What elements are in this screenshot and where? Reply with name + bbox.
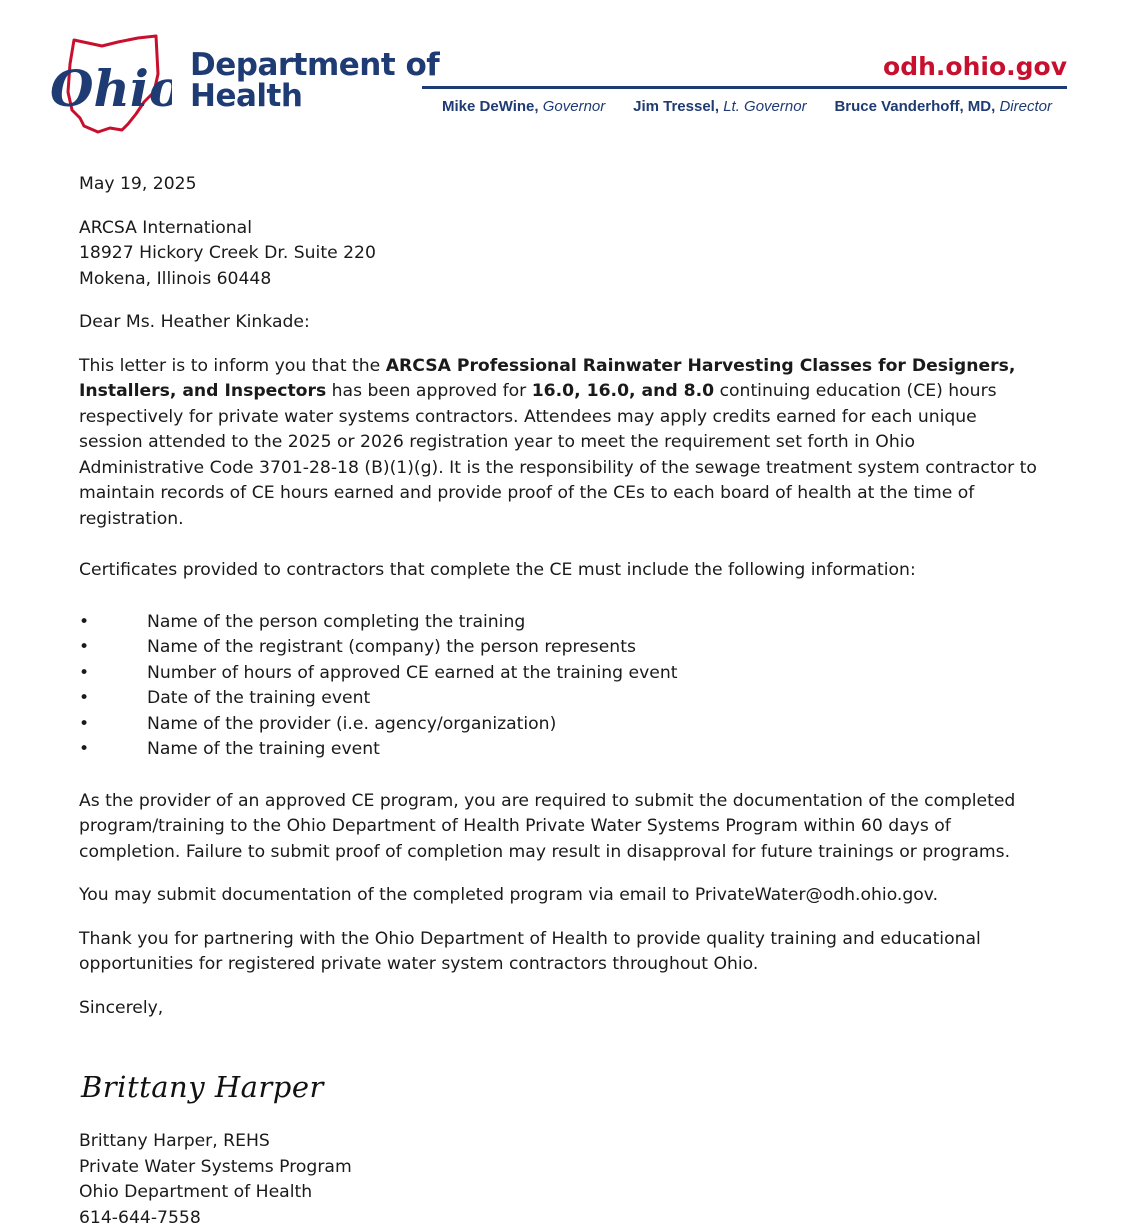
paragraph-submission-requirement: As the provider of an approved CE program, you are required to submit the documentation of the completed program/training to the Ohio Department of Health Private Water Systems Program within 60 days of completion. Failure to submit proof of completion may result in disapproval for future trainings or programs.: [79, 789, 1039, 866]
list-item: [79, 712, 1039, 738]
official-title: Director: [999, 98, 1052, 115]
text-run: continuing education (CE) hours respectively for private water systems contractors. Attendees may apply credits earned for each unique session attended to the 2025 or 2026 registration year to meet the requirement set forth in Ohio Administrative Code 3701-28-18 (B)(1)(g). It is the responsibility of the sewage treatment system contractor to maintain records of CE hours earned and provide proof of the CEs to each board of health at the time of registration.: [79, 381, 1037, 529]
salutation: Dear Ms. Heather Kinkade:: [79, 310, 1039, 336]
list-item-text: Name of the provider (i.e. agency/organization): [147, 714, 556, 734]
approved-hours: 16.0, 16.0, and 8.0: [532, 381, 714, 401]
bullet-icon: •: [79, 737, 89, 763]
official-lt-governor: [633, 98, 806, 115]
bullet-icon: •: [79, 712, 89, 738]
recipient-line: ARCSA International: [79, 216, 1039, 242]
paragraph-email-submission: You may submit documentation of the completed program via email to PrivateWater@odh.ohio.gov.: [79, 883, 1039, 909]
official-title: Lt. Governor: [723, 98, 806, 115]
list-item: [79, 610, 1039, 636]
list-item-text: Number of hours of approved CE earned at the training event: [147, 663, 677, 683]
official-name: Jim Tressel,: [633, 98, 719, 115]
bullet-icon: •: [79, 661, 89, 687]
bullet-icon: •: [79, 610, 89, 636]
ohio-logo: [44, 34, 172, 134]
list-item: [79, 737, 1039, 763]
signer-line: Private Water Systems Program: [79, 1155, 1039, 1181]
signer-line: Brittany Harper, REHS: [79, 1129, 1039, 1155]
logo-wordmark: Ohio: [50, 59, 172, 118]
text-run: This letter is to inform you that the: [79, 356, 386, 376]
list-item-text: Name of the registrant (company) the person represents: [147, 637, 636, 657]
recipient-line: Mokena, Illinois 60448: [79, 267, 1039, 293]
department-line-1: Department of: [190, 50, 439, 81]
paragraph-thanks: Thank you for partnering with the Ohio Department of Health to provide quality training and educational opportunities for registered private water system contractors throughout Ohio.: [79, 927, 1039, 978]
bullet-icon: •: [79, 635, 89, 661]
list-item: [79, 661, 1039, 687]
signer-block: [79, 1129, 1039, 1231]
course-name: ARCSA Professional Rainwater Harvesting Classes for Designers, Installers, and Inspectors: [79, 356, 1015, 402]
closing: Sincerely,: [79, 996, 1039, 1022]
list-item-text: Name of the person completing the training: [147, 612, 525, 632]
officials-line: [442, 98, 1052, 115]
list-item: [79, 635, 1039, 661]
bullet-icon: •: [79, 686, 89, 712]
list-item-text: Date of the training event: [147, 688, 370, 708]
department-name: [190, 50, 439, 112]
paragraph-approval: [79, 354, 1039, 533]
header-divider: [422, 86, 1067, 89]
paragraph-certificates: Certificates provided to contractors that complete the CE must include the following information:: [79, 558, 1039, 584]
signer-line: 614-644-7558: [79, 1206, 1039, 1231]
official-director: [834, 98, 1052, 115]
official-governor: [442, 98, 605, 115]
text-run: has been approved for: [326, 381, 532, 401]
recipient-line: 18927 Hickory Creek Dr. Suite 220: [79, 241, 1039, 267]
certificate-requirements-list: [79, 610, 1039, 763]
website-link[interactable]: odh.ohio.gov: [883, 52, 1067, 81]
department-line-2: Health: [190, 81, 439, 112]
official-name: Mike DeWine,: [442, 98, 539, 115]
ohio-state-outline-icon: [44, 34, 172, 134]
official-name: Bruce Vanderhoff, MD,: [834, 98, 995, 115]
official-title: Governor: [543, 98, 606, 115]
letter-body: [79, 172, 1039, 1231]
recipient-address: [79, 216, 1039, 293]
letter-date: May 19, 2025: [79, 172, 1039, 198]
list-item: [79, 686, 1039, 712]
list-item-text: Name of the training event: [147, 739, 380, 759]
signer-line: Ohio Department of Health: [79, 1180, 1039, 1206]
handwritten-signature: Brittany Harper: [81, 1065, 1039, 1109]
